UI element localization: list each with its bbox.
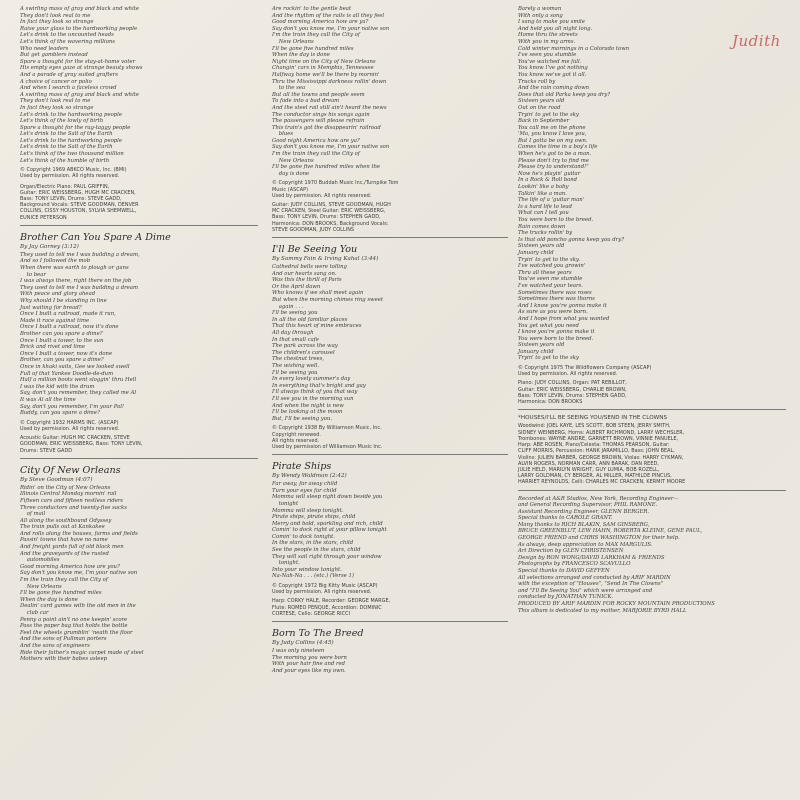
song-byline: By Sammy Fain & Irving Kahal (3:44) <box>272 256 379 263</box>
medley-credits: Woodwind: JOEL KAYE, LES SCOTT, BOB STEEN, JERRY SMITH, SIDNEY WEINBERG, Horns: ALBERT RICHMOND, LARRY WECHSLER, Trombones: WAYNE ANDRE, GARNETT BROWN, VINNIE FANUELE, Harp: ABE ROSEN, Piano/Celesta: THOMAS PEARSON, Guitar: CLIFF MORRIS, Percussion: HANK JARAMILLO, Bass: JOHN BEAL, Violins: JULIEN BARBER, GEORGE BROWN, Violas: HARRY CYKMAN, ALVIN ROGERS, NORMAN CARR, ANN BARAK, DAN REED, JULIE HELD, MARILYN WRIGHT, GUY LUMIA, BOB ROZELL, LARRY GOLDMAN, CY BERGER, AL MILLER, MATHILDE PINCUS, HARRIET REYNOLDS, Celli: CHARLES MC CRACKEN, KERMIT MOORE <box>518 423 686 486</box>
song-title-pirate-ships: Pirate Ships <box>272 461 332 473</box>
song-byline: By Jay Gorney (3:12) <box>20 243 79 250</box>
production-credits: Recorded at A&R Studios, New York, Recording Engineer— and General Recording Supervisor, PHIL RAMONE. Assistant Recording Engineer, GLENN BERGER. Special thanks to CAROLE GRANT. Many thanks to RICH BLAKIN, SAM GINSBERG, BRUCE GREENBLUT, LEW HAHN, ROBERTA KLEINE, GENE PAUL, GEORGE FRIEND and CHRIS WASHINGTON for their help. As always, deep appreciation to MAX MARGULIS. Art Direction by GLEN CHRISTENSEN Design by RON WONG/DAVID LARKHAM & FRIENDS Photographs by FRANCESCO SCAVULLO Special thanks to DAVID GEFFEN All selections arranged and conducted by ARIF MARDIN with the exception of "Houses", "Send In The Clowns" and "I'll Be Seeing You" which were arranged and conducted by JONATHAN TUNICK. PRODUCED BY ARIF MARDIN FOR ROCKY MOUNTAIN PRODUCTIONS This album is dedicated to my mother, MARJORIE BYRD HALL <box>518 495 715 614</box>
song-lyrics: I'll be seeing you In all the old familiar places That this heart of mine embraces All day through In that small cafe The park across the way The children's carousel The chestnut trees, The wishing well. I'll be seeing you In every lovely summer's day In everything that's bright and gay I'll always think of you that way I'll see you in the morning sun And when the night is new I'll be looking at the moon But, I'll be seeing you. <box>272 310 366 422</box>
divider <box>272 454 508 455</box>
song-credits: Harp: CORKY HALE, Recorder: GEORGE MARGE, Flute: ROMEO PENQUE, Accordion: DOMINIC CORTESE, Cello: GEORGE RICCI <box>272 598 391 617</box>
song-lyrics: Far away, far away child Turn your eyes far child Momma will sleep right down beside you tonight Momma will sleep tonight. Pirate ships, pirate ships, child Merry and bold, sparkling and rich, child Comin' to dock right at your pillow tonight Comin' to dock tonight. In the stars, in the stars, child See the people in the stars, child They will sail right through your window tonight. Into your window tonight. Na-Nah-Na . . . (etc.) (Verse 1) <box>272 481 387 580</box>
divider <box>518 490 786 491</box>
song-byline: By Steve Goodman (4:07) <box>20 476 93 483</box>
song-byline: By Wendy Waldman (2:42) <box>272 473 347 480</box>
medley-header: *HOUSES/I'LL BE SEEING YOU/SEND IN THE CLOWNS <box>518 415 668 422</box>
divider <box>518 409 786 410</box>
divider <box>20 225 258 226</box>
intro-lyrics: A swirling mass of gray and black and white They don't look real to me In fact they look so strange Raise your glass to the hardworking people Let's drink to the uncounted heads Let's think of the wavering millions Who need leaders But get gamblers instead Spare a thought for the stay-at-home voter His empty eyes gaze at strange beauty shows And a parade of gray suited grafters A choice of cancer or polio And when I search a faceless crowd A swirling mass of gray and black and white They don't look real to me In fact they look so strange Let's drink to the hardworking people Let's think of the lowly of birth Spare a thought for the rag-taggy people Let's drink to the Salt of the Earth Let's drink to the hardworking people Let's drink to the Salt of the Earth Let's think of the two thousand million Let's think of the humble of birth <box>20 6 143 164</box>
song-lyrics-continued: Barely a woman With only a song I sang to make you smile And held you all night long. Home thru the streets With you in my arms. Cold winter mornings in a Colorado town I've seen you stumble You've watched me fall. You know I've got nothing You know we've got it all. Trucks roll by And the rain coming down Does that old Parka keep you dry? Sixteen years old Out on the road Tryin' to get to the sky Back in September You call me on the phone 'Ma, you know I love you, But I gotta be on my own. Comes the time in a boy's life When he's got to be a man. Please don't try to find me Please try to understand!" Now he's playin' guitar In a Rock & Roll band Lookin' like a baby Talkin' like a man. The life of a 'guitar man' Is a hard life to lead What can I tell you You were born to the breed. Rain comes down The trucks rollin' by Is that old poncho gonna keep you dry? Sixteen years old January child Tryin' to get to the sky. I've watched you growin' Thru all these years You've seen me stumble I've watched your tears. Sometimes there was roses Sometimes there was thorns And I know you're gonna make it As sure as you were born. And I hope from what you wanted You get what you need I know you're gonna make it You were born to the breed. Sixteen years old January child Tryin' to get to the sky <box>518 6 630 362</box>
song-copyright: © Copyright 1932 HARMS INC. (ASCAP) Used by permission. All rights reserved. <box>20 419 120 432</box>
column-right <box>518 6 786 614</box>
intro-copyright: © Copyright 1969 ABKCO Music, Inc. (BMI) Used by permission. All rights reserved. <box>20 167 127 180</box>
song-pre-lyrics: Cathedral bells were tolling And our hearts sang on. Was this the thrill of Paris Or the April dawn Who knows if we shall meet again But when the morning chimes ring sweet again . . . <box>272 264 383 310</box>
judith-logo: Judith <box>732 32 781 50</box>
divider <box>20 458 258 459</box>
song-credits: Guitar: JUDY COLLINS, STEVE GOODMAN, HUGH MC CRACKEN, Steel Guitar: ERIC WEISSBERG, Bass: TONY LEVIN, Drums: STEPHEN GADD, Harmonica: DON BROOKS, Background Vocals: STEVE GOODMAN, JUDY COLLINS <box>272 202 391 233</box>
song-credits: Piano: JUDY COLLINS, Organ: PAT REBILLOT, Guitar: ERIC WEISSBERG, CHARLIE BROWN, Bass: TONY LEVIN, Drums: STEPHEN GADD, Harmonica: DON BROOKS <box>518 380 627 406</box>
song-title-born-to-the-breed: Born To The Breed <box>272 628 364 640</box>
song-copyright: © Copyright 1975 The Wildflowers Company (ASCAP) Used by permission. All rights reserved. <box>518 365 652 378</box>
song-title-brother-can-you-spare-a-dime: Brother Can You Spare A Dime <box>20 231 171 243</box>
song-copyright: © Copyright 1970 Buddah Music Inc./Turnpike Tom Music (ASCAP) Used by permission. All rights reserved. <box>272 180 399 199</box>
song-title-ill-be-seeing-you: I'll Be Seeing You <box>272 244 358 256</box>
song-lyrics-continued: Are rockin' to the gentle beat And the rhythm of the rails is all they feel Good morning America how are ya? Say don't you know me, I'm your native son I'm the train they call the City of New Orleans I'll be gone five hundred miles When the day is done Night time on the City of New Orleans Changin' cars in Memphis, Tennessee Halfway home we'll be there by mornin' Thru the Mississippi darkness rollin' down to the sea But all the towns and people seem To fade into a bad dream And the steel rail still ain't heard the news The conductor sings his songs again The passengers will please refrain This train's got the disappearin' railroad blues Good night America how are ya? Say don't you know me, I'm your native son I'm the train they call the City of New Orleans I'll be gone five hundred miles when the day is done <box>272 6 390 177</box>
song-credits: Acoustic Guitar: HUGH MC CRACKEN, STEVE GOODMAN, ERIC WEISSBERG, Bass: TONY LEVIN, Drums: STEVE GADD <box>20 435 143 454</box>
song-lyrics: They used to tell me I was building a dream, And so I followed the mob When there was earth to plough or guns to bear I was always there, right there on the job They used to tell me I was building a dream With peace and glory ahead Why should I be standing in line Just waiting for bread? Once I built a railroad, made it run, Made it race against time Once I built a railroad, now it's done Brother can you spare a dime? Once I built a tower, to the sun Brick and rivet and lime Once I built a tower, now it's done Brother, can you spare a dime? Once in khaki suits, Gee we looked swell Full of that Yankee Doodle-de-dum Half a million boots went sloggin' thru Hell I was the kid with the drum Say, don't you remember, they called me Al It was Al all the time Say, don't you remember, I'm your Pal! Buddy, can you spare a dime? <box>20 251 140 417</box>
song-byline: By Judy Collins (4:45) <box>272 640 334 647</box>
song-lyrics: I was only nineteen The morning you were born With your hair fine and red And your eyes like my own. <box>272 648 347 674</box>
song-lyrics: Ridin' on the City of New Orleans Illinois Central Monday mornin' rail Fifteen cars and fifteen restless riders Three conductors and twenty-five sacks of mail All along the southbound Odyssey The train pulls out at Kankakee And rolls along the houses, farms and fields Passin' towns that have no name And freight yards full of old black men And the graveyards of the rusted automobiles Good morning America how are you? Say don't you know me, I'm your native son I'm the train they call the City of New Orleans I'll be gone five hundred miles When the day is done Dealin' card games with the old men in the club car Penny a point ain't no one keepin' score Pass the paper bag that holds the bottle Feel the wheels grumblin' 'neath the floor And the sons of Pullman porters And the sons of engineers Ride their father's magic carpet made of steel Mothers with their babes asleep <box>20 484 144 663</box>
column-middle <box>272 6 508 674</box>
column-left <box>20 6 258 663</box>
divider <box>272 621 508 622</box>
song-copyright: © Copyright 1972 Big Kitty Music (ASCAP) Used by permission. All rights reserved. <box>272 583 378 596</box>
intro-credits: Organ/Electric Piano: PAUL GRIFFIN, Guitar: ERIC WEISSBERG, HUGH MC CRACKEN, Bass: TONY LEVIN, Drums: STEVE GADD, Background Vocals: STEVE GOODMAN, DENVER COLLINS, CISSY HOUSTON, SYLVIA SHEMWELL, EUNICE PETERSON <box>20 183 139 221</box>
song-copyright: © Copyright 1938 By Williamson Music, Inc. Copyright renewed. All rights reserved. Used by permission of Williamson Music Inc. <box>272 425 383 450</box>
divider <box>272 237 508 238</box>
song-title-city-of-new-orleans: City Of New Orleans <box>20 464 121 476</box>
